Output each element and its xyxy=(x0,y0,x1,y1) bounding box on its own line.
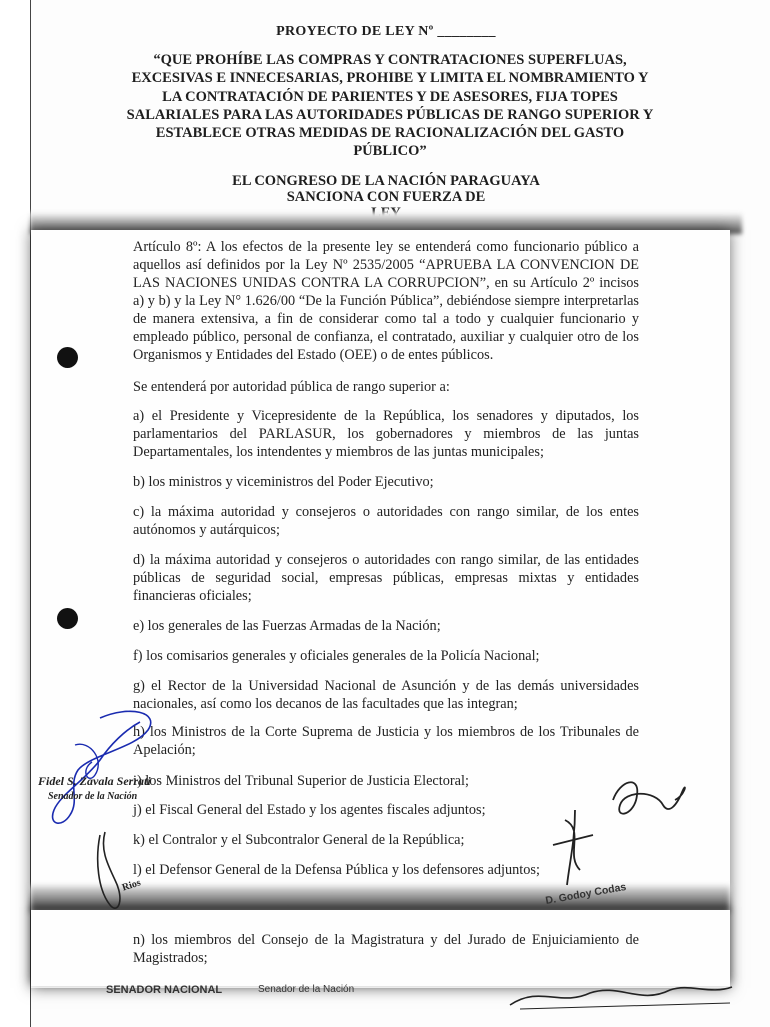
zavala-stamp-name: Fidel S. Zavala Serrati xyxy=(38,774,151,788)
law-title: “QUE PROHÍBE LAS COMPRAS Y CONTRATACIONES SUPERFLUAS, EXCESIVAS E INNECESARIAS, PROHIBE Y LIMITA EL NOMBRAMIENTO Y LA CONTRATACIÓN DE PARIENTES Y DE ASESORES, FIJA TOPES SALARIALES PARA LAS AUTORIDADES PÚBLICAS DE RANGO SUPERIOR Y ESTABLECE OTRAS MEDIDAS DE RACIONALIZACIÓN DEL GASTO PÚBLICO” xyxy=(126,52,654,160)
item-f: f) los comisarios generales y oficiales generales de la Policía Nacional; xyxy=(133,648,540,664)
zavala-stamp-title: Senador de la Nación xyxy=(48,791,138,802)
senador-fragment-text: Senador de la Nación xyxy=(258,984,355,995)
item-l: l) el Defensor General de la Defensa Pública y los defensores adjuntos; xyxy=(133,862,540,878)
congreso-line-2: SANCIONA CON FUERZA DE xyxy=(286,189,486,205)
item-g: g) el Rector de la Universidad Nacional de Asunción y de las demás universidades nacionales, así como los decanos de las facultades que las integran; xyxy=(133,678,639,712)
bottom-stamp-fragment xyxy=(100,978,740,1008)
item-k: k) el Contralor y el Subcontralor General de la República; xyxy=(133,832,465,848)
intro-paragraph: Se entenderá por autoridad pública de rango superior a: xyxy=(133,379,450,395)
item-e: e) los generales de las Fuerzas Armadas de la Nación; xyxy=(133,618,441,634)
proyecto-title: PROYECTO DE LEY Nº ________ xyxy=(276,24,496,39)
item-c: c) la máxima autoridad y consejeros o autoridades con rango similar, de los entes autónomos y autárquicos; xyxy=(133,504,639,538)
godoy-stamp: D. Godoy Codas xyxy=(544,880,628,908)
articulo-8: Artículo 8º: A los efectos de la presente ley se entenderá como funcionario público a aquellos así definidos por la Ley Nº 2535/2005 “APRUEBA LA CONVENCION DE LAS NACIONES UNIDAS CONTRA LA CORRUPCION”, en su Artículo 2º incisos a) y b) y la Ley N° 1.626/00 “De la Función Pública”, debiéndose siempre interpretarlas de manera extensiva, a fin de considerar como tal a todo y cualquier funcionario y empleado público, personal de confianza, el contratado, auxiliar y cualquier otro de los Organismos y Entidades del Estado (OEE) o de entes públicos. xyxy=(133,239,639,363)
item-a: a) el Presidente y Vicepresidente de la República, los senadores y diputados, los parlamentarios del PARLASUR, los gobernadores y miembros de las juntas Departamentales, los intendentes y miembros de las juntas municipales; xyxy=(133,408,639,460)
punch-hole-top xyxy=(57,347,78,368)
item-j: j) el Fiscal General del Estado y los agentes fiscales adjuntos; xyxy=(133,802,486,818)
rios-stamp: Rios xyxy=(120,877,143,894)
item-h: h) los Ministros de la Corte Suprema de Justicia y los miembros de los Tribunales de Apelación; xyxy=(133,724,639,758)
senador-nacional-stamp: SENADOR NACIONAL xyxy=(106,984,223,996)
punch-hole-bottom xyxy=(57,608,78,629)
item-n: n) los miembros del Consejo de la Magistratura y del Jurado de Enjuiciamiento de Magistrados; xyxy=(133,932,639,966)
item-i: i) los Ministros del Tribunal Superior de Justicia Electoral; xyxy=(133,773,469,789)
item-b: b) los ministros y viceministros del Poder Ejecutivo; xyxy=(133,474,434,490)
item-d: d) la máxima autoridad y consejeros o autoridades con rango similar, de las entidades públicas de seguridad social, empresas públicas, empresas mixtas y entidades financieras oficiales; xyxy=(133,552,639,604)
congreso-line-1: EL CONGRESO DE LA NACIÓN PARAGUAYA xyxy=(232,173,540,189)
